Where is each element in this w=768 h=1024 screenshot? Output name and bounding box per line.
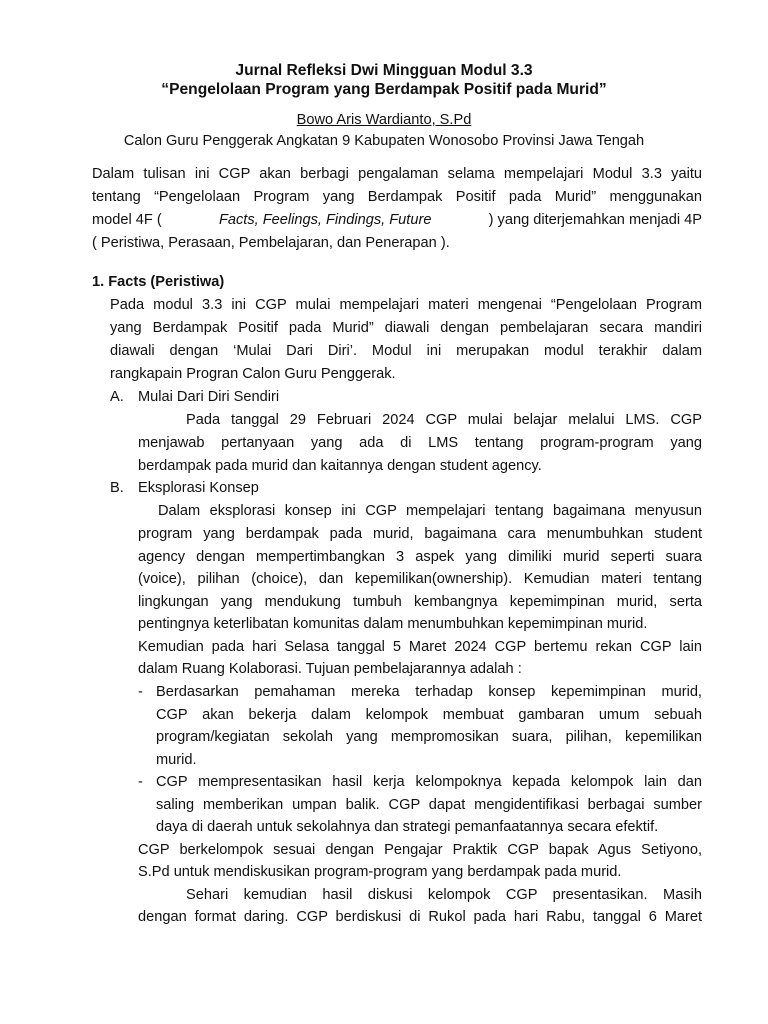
- subsection-b-line: lingkungan yang mendukung tumbuh kembangnya kepemimpinan murid, serta: [138, 594, 702, 610]
- intro-4f-prefix: model 4F (: [92, 212, 162, 228]
- author-affiliation: Calon Guru Penggerak Angkatan 9 Kabupaten Wonosobo Provinsi Jawa Tengah: [123, 133, 645, 149]
- subsection-b-after-line: dengan format daring. CGP berdiskusi di Rukol pada hari Rabu, tanggal 6 Maret: [138, 909, 702, 925]
- intro-line: tentang “Pengelolaan Program yang Berdampak Positif pada Murid” menggunakan: [92, 189, 702, 205]
- subsection-b-line: program yang berdampak pada murid, bagaimana cara menumbuhkan student: [138, 526, 702, 542]
- subsection-a-line: berdampak pada murid dan kaitannya dengan student agency.: [138, 458, 542, 474]
- document-title-line1: Jurnal Refleksi Dwi Mingguan Modul 3.3: [235, 62, 533, 79]
- intro-line: ( Peristiwa, Perasaan, Pembelajaran, dan Penerapan ).: [92, 235, 450, 251]
- bullet-line: Berdasarkan pemahaman mereka terhadap konsep kepemimpinan murid,: [156, 684, 702, 700]
- document-title-line2: “Pengelolaan Program yang Berdampak Positif pada Murid”: [161, 81, 607, 98]
- subsection-a-line: menjawab pertanyaan yang ada di LMS tentang program-program yang: [138, 435, 702, 451]
- subsection-b-after-line: S.Pd untuk mendiskusikan program-program yang berdampak pada murid.: [138, 864, 622, 880]
- bullet-line: murid.: [156, 752, 197, 768]
- subsection-b-line: pentingnya keterlibatan komunitas dalam menumbuhkan kepemimpinan murid.: [138, 616, 648, 632]
- section1-paragraph-line: Pada modul 3.3 ini CGP mulai mempelajari materi mengenai “Pengelolaan Program: [110, 297, 702, 313]
- subsection-a-line: Pada tanggal 29 Februari 2024 CGP mulai belajar melalui LMS. CGP: [186, 412, 702, 428]
- bullet-line: program/kegiatan sekolah yang mempromosikan suara, pilihan, kepemilikan: [156, 729, 702, 745]
- subsection-a-title: Mulai Dari Diri Sendiri: [138, 389, 280, 405]
- section1-paragraph-line: yang Berdampak Positif pada Murid” diawali dengan pembelajaran secara mandiri: [110, 320, 702, 336]
- section1-paragraph-line: diawali dengan ‘Mulai Dari Diri’. Modul ini merupakan modul terakhir dalam: [110, 343, 702, 359]
- section1-paragraph-line: rangkapain Progran Calon Guru Penggerak.: [110, 366, 396, 382]
- bullet-line: CGP mempresentasikan hasil kerja kelompoknya kepada kelompok lain dan: [156, 774, 702, 790]
- author-name: [0, 110, 768, 130]
- subsection-b-after-line: Sehari kemudian hasil diskusi kelompok CGP presentasikan. Masih: [186, 887, 702, 903]
- subsection-b-line: (voice), pilihan (choice), dan kepemilikan(ownership). Kemudian materi tentang: [138, 571, 702, 587]
- subsection-b-line: Dalam eksplorasi konsep ini CGP mempelajari tentang bagaimana menyusun: [158, 503, 702, 519]
- intro-4f-suffix: ) yang diterjemahkan menjadi 4P: [488, 212, 702, 228]
- intro-line-4f: [92, 210, 702, 230]
- subsection-b-after-line: CGP berkelompok sesuai dengan Pengajar Praktik CGP bapak Agus Setiyono,: [138, 842, 702, 858]
- section-heading-facts: 1. Facts (Peristiwa): [92, 274, 225, 290]
- subsection-b-line: dalam Ruang Kolaborasi. Tujuan pembelajarannya adalah :: [138, 661, 522, 677]
- subsection-b-line: agency dengan mempertimbangkan 3 aspek yang dimiliki murid seperti suara: [138, 549, 702, 565]
- author-name-text: Bowo Aris Wardianto, S.Pd: [296, 112, 472, 128]
- intro-4f-terms: Facts, Feelings, Findings, Future: [218, 212, 432, 228]
- bullet-marker: -: [138, 684, 143, 700]
- subsection-a-marker: A.: [110, 389, 124, 405]
- bullet-marker: -: [138, 774, 143, 790]
- intro-line: Dalam tulisan ini CGP akan berbagi pengalaman selama mempelajari Modul 3.3 yaitu: [92, 166, 702, 182]
- subsection-b-marker: B.: [110, 480, 124, 496]
- bullet-line: CGP akan bekerja dalam kelompok membuat gambaran umum sebuah: [156, 707, 702, 723]
- bullet-line: saling memberikan umpan balik. CGP dapat mengidentifikasi berbagai sumber: [156, 797, 702, 813]
- bullet-line: daya di daerah untuk sekolahnya dan strategi pemanfaatannya secara efektif.: [156, 819, 659, 835]
- subsection-b-line: Kemudian pada hari Selasa tanggal 5 Maret 2024 CGP bertemu rekan CGP lain: [138, 639, 702, 655]
- subsection-b-title: Eksplorasi Konsep: [138, 480, 259, 496]
